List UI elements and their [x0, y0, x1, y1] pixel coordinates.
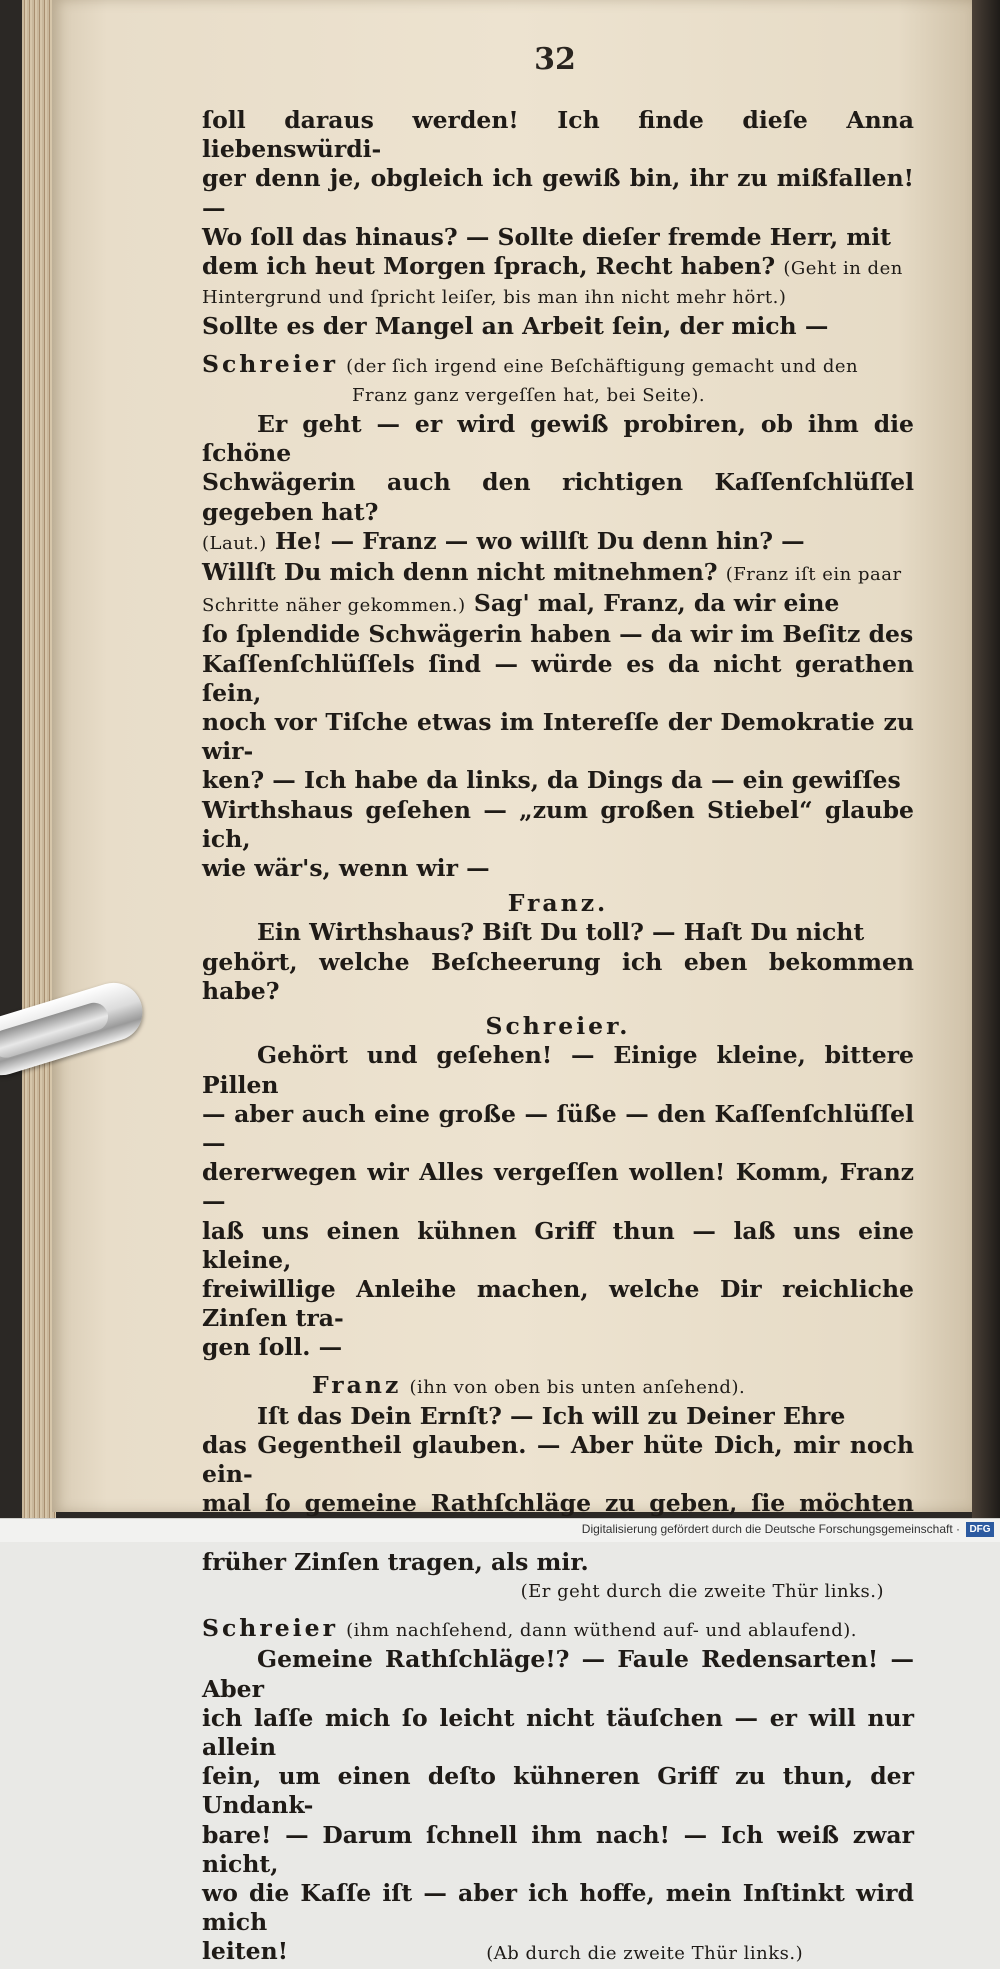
text-line: Wirthshaus geſehen — „zum großen Stiebel“ glaube ich,	[202, 795, 914, 853]
speaker-line	[202, 1371, 914, 1402]
text-line: Iſt das Dein Ernſt? — Ich will zu Deiner Ehre	[257, 1401, 846, 1430]
text-line: ken? — Ich habe da links, da Dings da — ein gewiſſes	[202, 766, 901, 795]
page-number: 32	[534, 42, 576, 77]
text-line	[202, 558, 914, 589]
book-gutter	[972, 0, 1000, 1518]
text-line: Gehört und geſehen! — Einige kleine, bittere Pillen	[202, 1041, 914, 1099]
stage-direction: (ihn von oben bis unten anſehend).	[409, 1376, 746, 1398]
text-span: leiten!	[202, 1937, 289, 1966]
speaker-line	[202, 350, 914, 381]
text-span: Sag' mal, Franz, da wir eine	[473, 589, 840, 618]
text-span: Willſt Du mich denn nicht mitnehmen?	[202, 558, 718, 587]
stage-direction: Schritte näher gekommen.)	[202, 595, 466, 617]
text-line: Schwägerin auch den richtigen Kaſſenſchlüſſel gegeben hat?	[202, 468, 914, 526]
text-line: Ein Wirthshaus? Biſt Du toll? — Haſt Du nicht	[257, 918, 865, 947]
text-line: ſein, um einen deſto kühneren Griff zu thun, der Undank-	[202, 1762, 914, 1820]
text-line: bare! — Darum ſchnell ihm nach! — Ich weiß zwar nicht,	[202, 1820, 914, 1878]
text-line	[202, 527, 914, 558]
stage-direction: (ihm nachſehend, dann wüthend auf- und ablaufend).	[346, 1620, 857, 1642]
speaker-line	[202, 1614, 914, 1645]
text-line	[202, 252, 914, 283]
text-span: He! — Franz — wo willſt Du denn hin? —	[274, 526, 805, 555]
page-text	[202, 106, 914, 1969]
speaker-name: Schreier	[202, 1614, 338, 1643]
speaker-name: Franz	[312, 1370, 402, 1399]
speaker-name: Franz.	[507, 889, 609, 918]
text-line: Sollte es der Mangel an Arbeit ſein, der mich —	[202, 312, 829, 341]
text-line: ger denn je, obgleich ich gewiß bin, ihr zu mißfallen! —	[202, 164, 914, 222]
footer-credit: Digitalisierung gefördert durch die Deutsche Forschungsgemeinschaft ·	[581, 1522, 960, 1536]
text-line: Gemeine Rathſchläge!? — Faule Redensarten! — Aber	[202, 1645, 914, 1703]
text-line: wie wär's, wenn wir —	[202, 854, 490, 883]
text-line: noch vor Tiſche etwas im Intereſſe der Demokratie zu wir-	[202, 708, 914, 766]
text-line: ich laſſe mich ſo leicht nicht täuſchen — er will nur allein	[202, 1703, 914, 1761]
text-line: freiwillige Anleihe machen, welche Dir reichliche Zinſen tra-	[202, 1274, 914, 1333]
stage-direction: (der ſich irgend eine Beſchäftigung gemacht und den	[346, 355, 859, 377]
text-span: dem ich heut Morgen ſprach, Recht haben?	[202, 252, 776, 281]
text-line	[202, 1937, 914, 1968]
text-line: das Gegentheil glauben. — Aber hüte Dich, mir noch ein-	[202, 1430, 914, 1489]
text-line: dererwegen wir Alles vergeſſen wollen! Komm, Franz —	[202, 1158, 914, 1216]
speaker-name: Schreier.	[485, 1012, 631, 1041]
dfg-logo-icon: DFG	[966, 1522, 994, 1537]
stage-direction: Hintergrund und ſpricht leiſer, bis man ihn nicht mehr hört.)	[202, 287, 787, 309]
stage-direction: (Er geht durch die zweite Thür links.)	[520, 1580, 884, 1602]
text-line: gehört, welche Beſcheerung ich eben bekommen habe?	[202, 947, 914, 1005]
text-line: Kaſſenſchlüſſels ſind — würde es da nicht gerathen ſein,	[202, 649, 914, 707]
stage-direction: (Ab durch die zweite Thür links.)	[486, 1943, 804, 1965]
text-line: ſo ſplendide Schwägerin haben — da wir im Beſitz des	[202, 620, 914, 649]
text-line: gen ſoll. —	[202, 1333, 343, 1362]
text-line: mal ſo gemeine Rathſchläge zu geben, ſie möchten	[202, 1489, 914, 1518]
text-line: Er geht — er wird gewiß probiren, ob ihm die ſchöne	[202, 410, 914, 468]
book-page-edges	[22, 0, 56, 1518]
stage-direction: Franz ganz vergeſſen hat, bei Seite).	[352, 384, 706, 406]
text-line: früher Zinſen tragen, als mir.	[202, 1547, 589, 1576]
stage-direction: (Franz iſt ein paar	[725, 564, 902, 586]
stage-direction: (Laut.)	[202, 532, 267, 554]
footer-bar	[0, 1518, 1000, 1542]
text-line	[202, 589, 914, 620]
text-line: ſoll daraus werden! Ich finde dieſe Anna liebenswürdi-	[202, 106, 914, 164]
text-line: — aber auch eine große — ſüße — den Kaſſenſchlüſſel —	[202, 1099, 914, 1157]
text-line: laß uns einen kühnen Griff thun — laß uns eine kleine,	[202, 1216, 914, 1274]
text-line: wo die Kaſſe iſt — aber ich hoffe, mein Inſtinkt wird mich	[202, 1878, 914, 1937]
stage-direction: (Geht in den	[783, 258, 903, 280]
text-line: Wo ſoll das hinaus? — Sollte dieſer fremde Herr, mit	[202, 222, 892, 251]
speaker-name: Schreier	[202, 349, 338, 378]
